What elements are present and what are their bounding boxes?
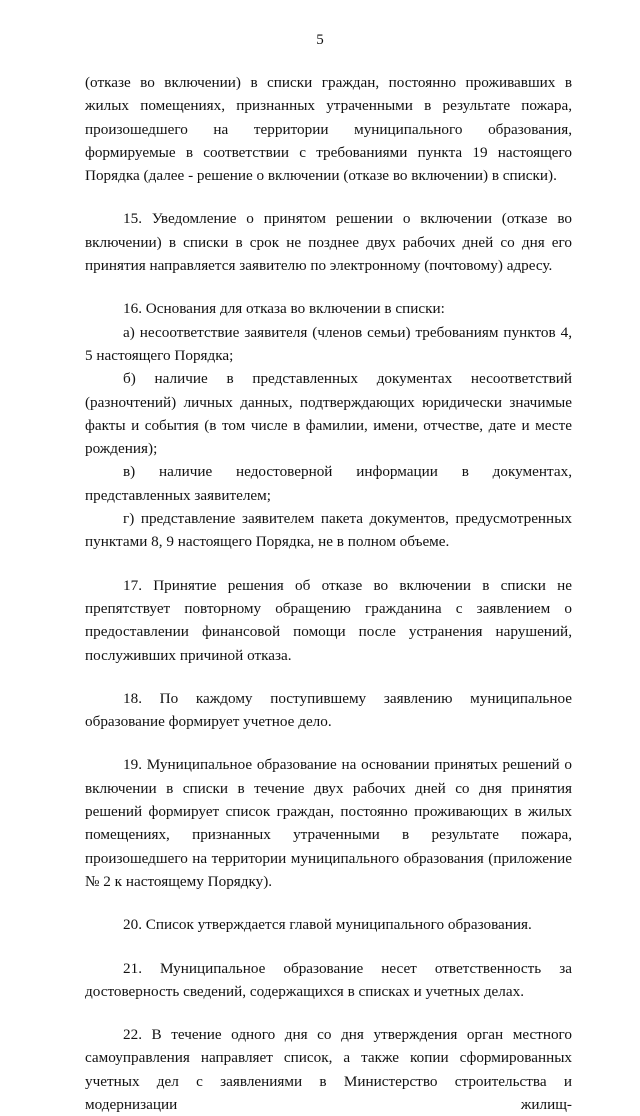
page-number: 5 — [316, 32, 324, 48]
paragraph: 16. Основания для отказа во включении в списки: — [123, 300, 445, 318]
paragraph-gap — [85, 667, 572, 687]
paragraph: 19. Муниципальное образование на основании принятых решений о включении в списки в течение двух рабочих дней со дня принятия решений формирует список граждан, постоянно проживающих в жилых помещениях, признанных утраченными в результате пожара, произошедшего на территории муниципального образования (приложение № 2 к настоящему Порядку). — [85, 756, 572, 890]
paragraph-gap — [85, 733, 572, 753]
paragraph-gap — [85, 1003, 572, 1023]
paragraph: 17. Принятие решения об отказе во включении в списки не препятствует повторному обращению гражданина с заявлением о предоставлении финансовой помощи после устранения нарушений, послуживших причиной отказа. — [85, 576, 572, 664]
paragraph: г) представление заявителем пакета документов, предусмотренных пунктами 8, 9 настоящего Порядка, не в полном объеме. — [85, 510, 572, 551]
paragraph: 18. По каждому поступившему заявлению муниципальное образование формирует учетное дело. — [85, 689, 572, 731]
paragraph-gap — [85, 893, 572, 913]
paragraph: 15. Уведомление о принятом решении о включении (отказе во включении) в списки в срок не позднее двух рабочих дней со дня его принятия направляется заявителю по электронному (почтовому) адресу. — [85, 210, 572, 275]
paragraph-gap — [85, 937, 572, 957]
paragraph: (отказе во включении) в списки граждан, постоянно проживавших в жилых помещениях, признанных утраченными в результате пожара, произошедшего на территории муниципального образования, формируемые в соответствии с требованиями пункта 19 настоящего Порядка (далее - решение о включении (отказе во включении) в списки). — [85, 74, 572, 185]
paragraph-gap — [85, 554, 572, 574]
paragraph: 21. Муниципальное образование несет ответственность за достоверность сведений, содержащихся в списках и учетных делах. — [85, 959, 572, 1000]
paragraph-gap — [85, 187, 572, 207]
paragraph: 20. Список утверждается главой муниципального образования. — [123, 916, 532, 934]
paragraph: б) наличие в представленных документах несоответствий (разночтений) личных данных, подтверждающих юридически значимые факты и события (в том числе в фамилии, имени, отчестве, дате и месте рождения); — [85, 370, 572, 458]
paragraph: а) несоответствие заявителя (членов семьи) требованиям пунктов 4, 5 настоящего Порядка; — [85, 323, 572, 364]
paragraph: в) наличие недостоверной информации в документах, представленных заявителем; — [85, 463, 572, 504]
paragraph-gap — [85, 277, 572, 297]
paragraph: 22. В течение одного дня со дня утверждения орган местного самоуправления направляет список, а также копии сформированных учетных дел с заявлениями в Министерство строительства и модернизации жилищ- — [85, 1026, 572, 1113]
document-body — [85, 71, 572, 1116]
